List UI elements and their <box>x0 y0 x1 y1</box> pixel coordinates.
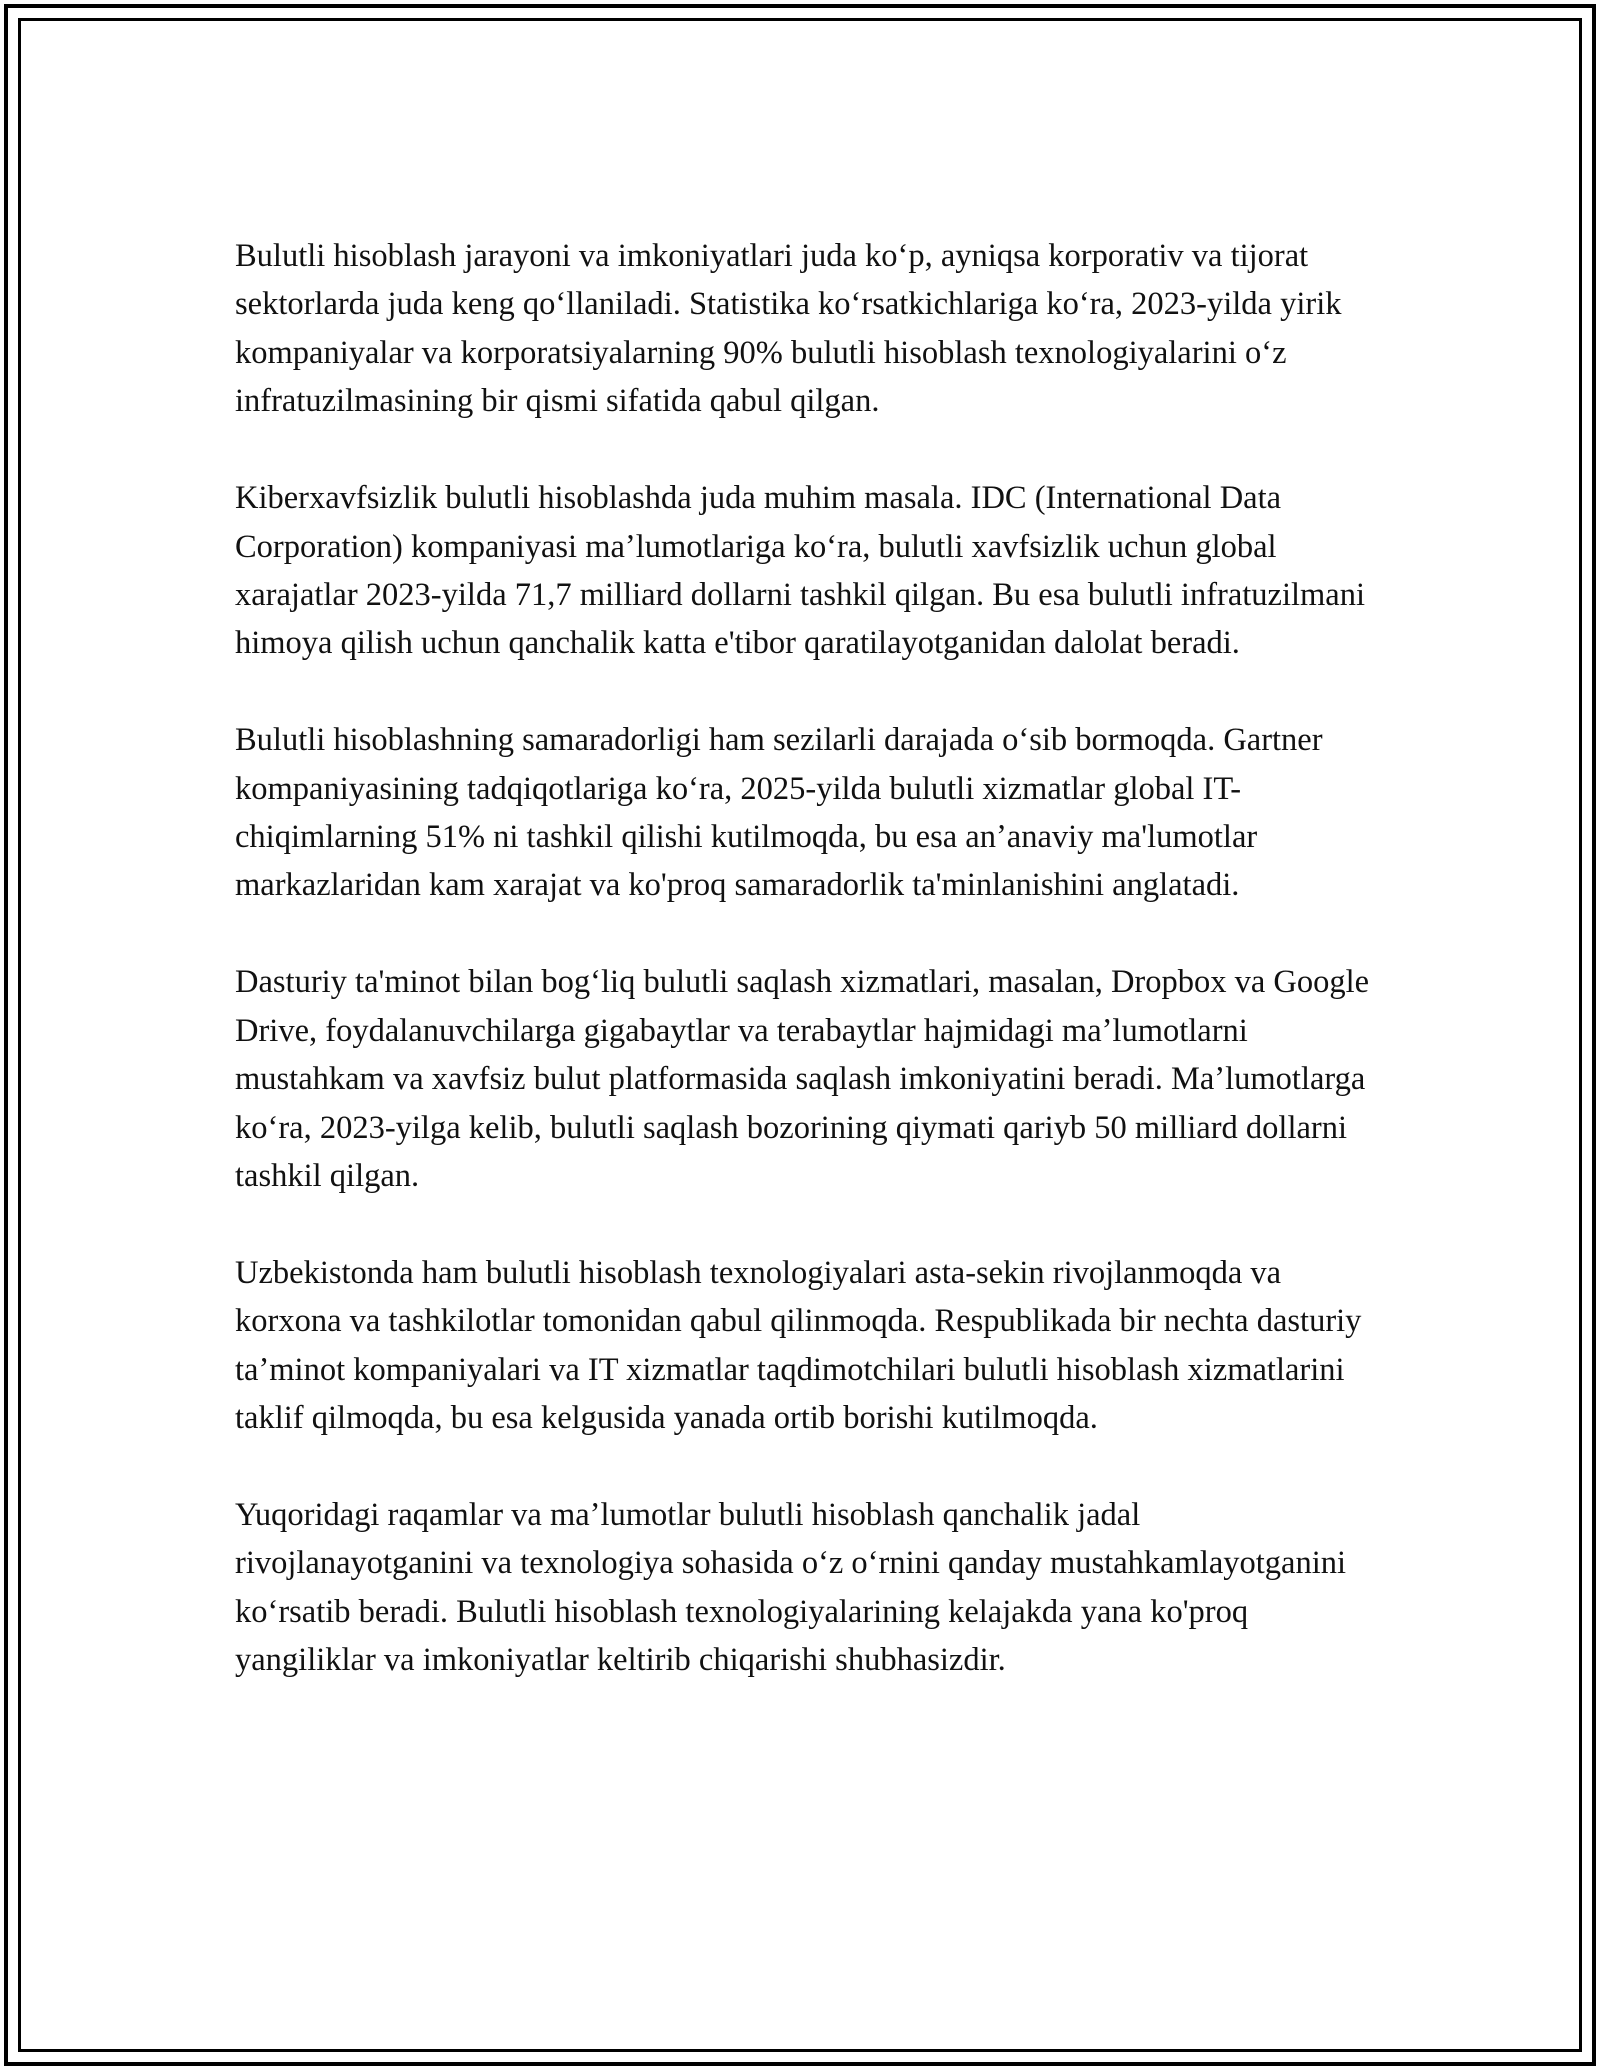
document-body <box>235 232 1375 1733</box>
paragraph-conclusion: Yuqoridagi raqamlar va maʼlumotlar bulutli hisoblash qanchalik jadal rivojlanayotganini va texnologiya sohasida oʻz oʻrnini qanday mustahkamlayotganini koʻrsatib beradi. Bulutli hisoblash texnologiyalarining kelajakda yana ko'proq yangiliklar va imkoniyatlar keltirib chiqarishi shubhasizdir. <box>235 1497 1347 1679</box>
paragraph-cloud-storage: Dasturiy ta'minot bilan bogʻliq bulutli saqlash xizmatlari, masalan, Dropbox va Google Drive, foydalanuvchilarga gigabaytlar va terabaytlar hajmidagi maʼlumotlarni mustahkam va xavfsiz bulut platformasida saqlash imkoniyatini beradi. Maʼlumotlarga koʻra, 2023-yilga kelib, bulutli saqlash bozorining qiymati qariyb 50 milliard dollarni tashkil qilgan. <box>235 964 1370 1194</box>
paragraph-efficiency: Bulutli hisoblashning samaradorligi ham sezilarli darajada oʻsib bormoqda. Gartner kompaniyasining tadqiqotlariga koʻra, 2025-yilda bulutli xizmatlar global IT-chiqimlarning 51% ni tashkil qilishi kutilmoqda, bu esa anʼanaviy ma'lumotlar markazlaridan kam xarajat va ko'proq samaradorlik ta'minlanishini anglatadi. <box>235 722 1323 904</box>
paragraph-uzbekistan: Uzbekistonda ham bulutli hisoblash texnologiyalari asta-sekin rivojlanmoqda va korxona va tashkilotlar tomonidan qabul qilinmoqda. Respublikada bir nechta dasturiy taʼminot kompaniyalari va IT xizmatlar taqdimotchilari bulutli hisoblash xizmatlarini taklif qilmoqda, bu esa kelgusida yanada ortib borishi kutilmoqda. <box>235 1254 1362 1437</box>
paragraph-cloud-adoption: Bulutli hisoblash jarayoni va imkoniyatlari juda koʻp, ayniqsa korporativ va tijorat sektorlarda juda keng qoʻllaniladi. Statistika koʻrsatkichlariga koʻra, 2023-yilda yirik kompaniyalar va korporatsiyalarning 90% bulutli hisoblash texnologiyalarini oʻz infratuzilmasining bir qismi sifatida qabul qilgan. <box>235 238 1342 420</box>
paragraph-cybersecurity: Kiberxavfsizlik bulutli hisoblashda juda muhim masala. IDC (International Data Corporation) kompaniyasi maʼlumotlariga koʻra, bulutli xavfsizlik uchun global xarajatlar 2023-yilda 71,7 milliard dollarni tashkil qilgan. Bu esa bulutli infratuzilmani himoya qilish uchun qanchalik katta e'tibor qaratilayotganidan dalolat beradi. <box>235 480 1366 662</box>
